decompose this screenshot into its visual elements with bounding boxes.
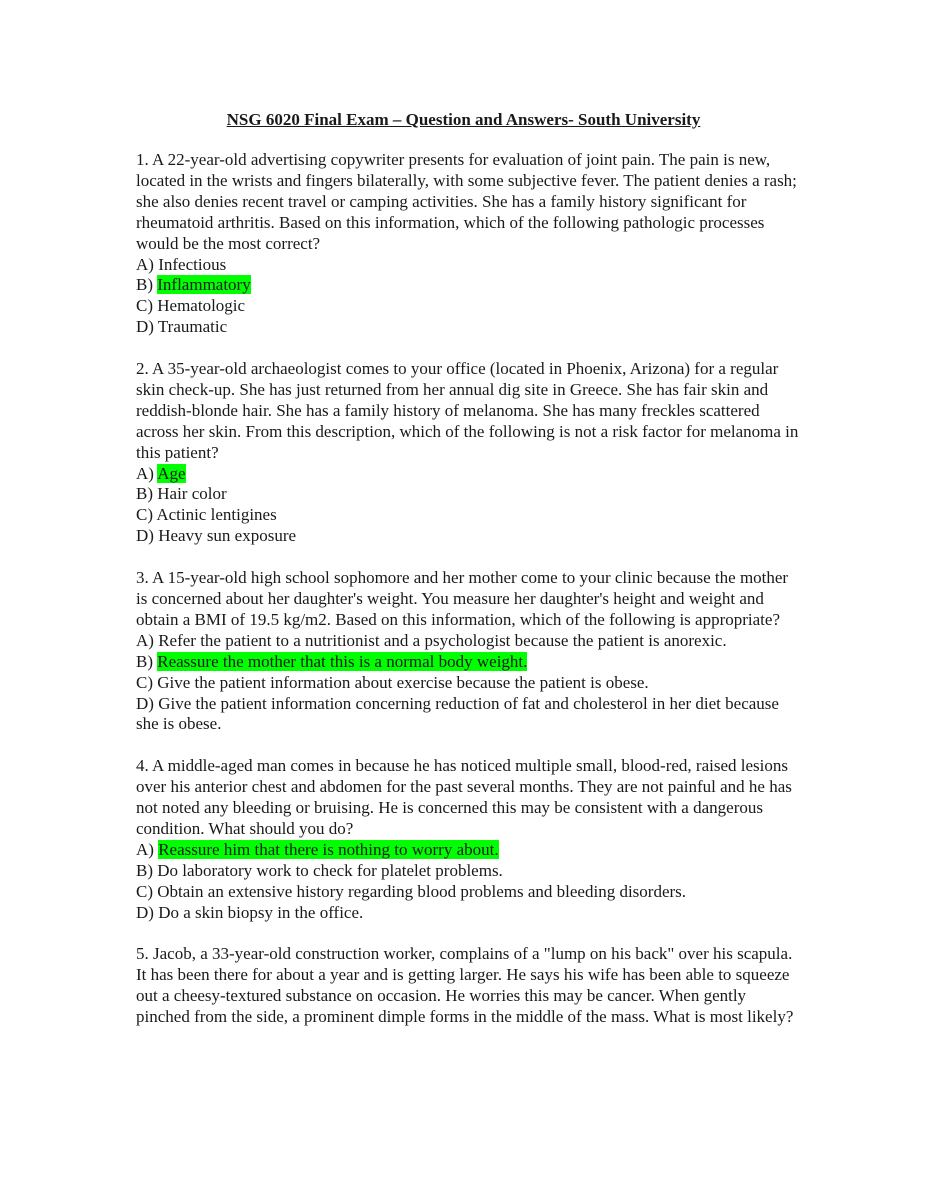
option-letter: A) (136, 254, 159, 274)
option-text: Traumatic (157, 317, 228, 337)
option-text: Hair color (157, 484, 227, 504)
highlighted-answer: Reassure the mother that this is a normal body weight. (157, 651, 528, 671)
option-text: Hematologic (157, 296, 246, 316)
option-letter: C) (136, 505, 157, 525)
option-letter: C) (136, 672, 158, 692)
option-text: Give the patient information about exercise because the patient is obese. (157, 672, 649, 692)
option-letter: C) (136, 296, 158, 316)
answer-option-b (136, 861, 801, 882)
answer-option-d (136, 694, 801, 736)
answer-option-b (136, 484, 801, 505)
question-stem: 2. A 35-year-old archaeologist comes to your office (located in Phoenix, Arizona) for a regular skin check-up. She has just returned from her annual dig site in Greece. She has fair skin and reddish-blonde hair. She has a family history of melanoma. She has many freckles scattered across her skin. From this description, which of the following is not a risk factor for melanoma in this patient? (136, 359, 799, 462)
answer-option-a (136, 840, 801, 861)
answer-option-d (136, 526, 801, 547)
option-text: Give the patient information concerning reduction of fat and cholesterol in her diet because she is obese. (136, 693, 779, 734)
option-text: Refer the patient to a nutritionist and a psychologist because the patient is anorexic. (158, 630, 727, 650)
question-stem: 4. A middle-aged man comes in because he has noticed multiple small, blood-red, raised lesions over his anterior chest and abdomen for the past several months. They are not painful and he has not noted any bleeding or bruising. He is concerned this may be consistent with a dangerous condition. What should you do? (136, 756, 792, 838)
answer-option-a (136, 464, 801, 485)
answer-option-b (136, 652, 801, 673)
highlighted-answer: Reassure him that there is nothing to worry about. (158, 839, 499, 859)
question-5 (136, 944, 801, 1028)
option-letter: A) (136, 463, 158, 483)
question-1 (136, 150, 801, 338)
question-4 (136, 756, 801, 923)
question-stem: 3. A 15-year-old high school sophomore and her mother come to your clinic because the mother is concerned about her daughter's weight. You measure her daughter's height and weight and obtain a BMI of 19.5 kg/m2. Based on this information, which of the following is appropriate? (136, 568, 789, 629)
option-text: Do a skin biopsy in the office. (158, 902, 364, 922)
answer-option-c (136, 296, 801, 317)
answer-option-a (136, 631, 801, 652)
option-letter: A) (136, 839, 159, 859)
question-stem: 1. A 22-year-old advertising copywriter presents for evaluation of joint pain. The pain is new, located in the wrists and fingers bilaterally, with some subjective fever. The patient denies a rash; she also denies recent travel or camping activities. She has a family history significant for rheumatoid arthritis. Based on this information, which of the following pathologic processes would be the most correct? (136, 150, 797, 253)
questions-list (136, 150, 801, 1049)
option-text: Heavy sun exposure (158, 526, 297, 546)
answer-option-d (136, 903, 801, 924)
option-letter: D) (136, 317, 158, 337)
question-2 (136, 359, 801, 547)
option-letter: D) (136, 526, 159, 546)
highlighted-answer: Age (157, 463, 186, 483)
option-letter: D) (136, 693, 159, 713)
option-letter: B) (136, 651, 158, 671)
option-letter: A) (136, 630, 159, 650)
answer-option-a (136, 255, 801, 276)
option-text: Do laboratory work to check for platelet problems. (157, 860, 503, 880)
highlighted-answer: Inflammatory (157, 275, 251, 295)
option-letter: B) (136, 484, 158, 504)
question-3 (136, 568, 801, 735)
option-letter: B) (136, 275, 158, 295)
answer-option-c (136, 505, 801, 526)
answer-option-c (136, 673, 801, 694)
option-text: Obtain an extensive history regarding blood problems and bleeding disorders. (157, 881, 687, 901)
option-text: Actinic lentigines (156, 505, 277, 525)
question-stem: 5. Jacob, a 33-year-old construction worker, complains of a "lump on his back" over his scapula. It has been there for about a year and is getting larger. He says his wife has been able to squeeze out a cheesy-textured substance on occasion. He worries this may be cancer. When gently pinched from the side, a prominent dimple forms in the middle of the mass. What is most likely? (136, 944, 794, 1027)
answer-option-c (136, 882, 801, 903)
option-text: Infectious (158, 254, 227, 274)
option-letter: D) (136, 902, 159, 922)
answer-option-d (136, 317, 801, 338)
page-title: NSG 6020 Final Exam – Question and Answers- South University (226, 110, 701, 129)
answer-option-b (136, 275, 801, 296)
option-letter: B) (136, 860, 158, 880)
option-letter: C) (136, 881, 158, 901)
